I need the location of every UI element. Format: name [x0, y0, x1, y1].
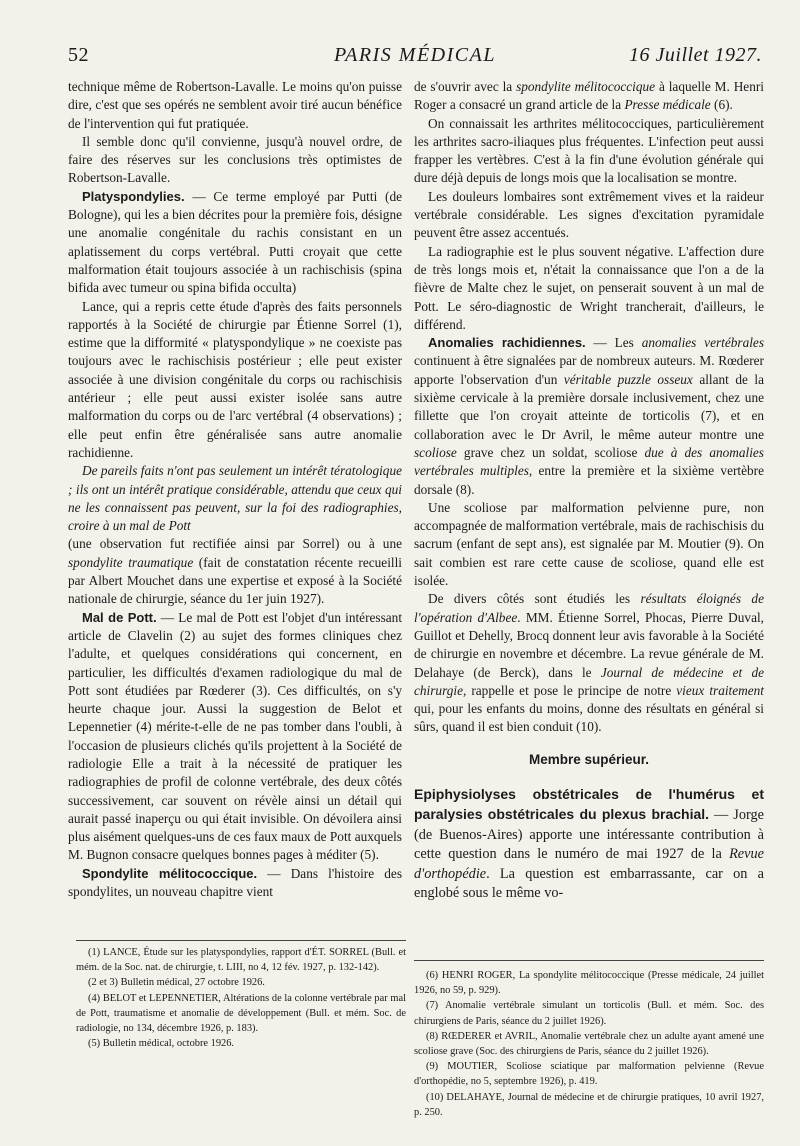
text-run: grave chez un soldat, scoliose: [456, 444, 645, 460]
italic-run: spondylite mélitococcique: [516, 79, 656, 94]
footnote: (4) BELOT et LEPENNETIER, Altérations de la colonne vertébrale par mal de Pott, traumatisme et anomalie de développement (Bull. et mém. Soc. de radiologie, no 134, décembre 1926, p. 183).: [76, 992, 406, 1035]
paragraph: Une scoliose par malformation pelvienne pure, non accompagnée de malformation vertébrale, mais de rachischisis du sacrum (enfant de sept ans), est signalée par M. Moutier (9). On sait combien est rare cette cause de scoliose, quand elle est isolée.: [414, 499, 765, 589]
text-run: (fait de constatation récente recueilli par Albert Mouchet dans une expertise et exposé à la Société nationale de chirurgie, séance du 1er juin 1927).: [68, 554, 402, 607]
section-epiphysiolyses: [414, 785, 764, 903]
section-spondylite: [68, 865, 402, 902]
section-heading: Anomalies rachidiennes.: [428, 335, 586, 351]
footnotes-right: [414, 968, 764, 1120]
text-run: (une observation fut rectifiée ainsi par Sorrel) ou à une: [68, 536, 402, 552]
text-run: . La question est embarrassante, car on a englobé sous le même vo-: [414, 865, 764, 902]
paragraph: Il semble donc qu'il convienne, jusqu'à nouvel ordre, de faire des réserves sur les conclusions très optimistes de Robertson-Lavalle.: [68, 133, 402, 186]
footnote: (2 et 3) Bulletin médical, 27 octobre 1926.: [88, 977, 265, 989]
italic-run: vieux traitement: [676, 682, 764, 698]
text-run: qui, pour les enfants du moins, donne des résultats en général si sûrs, quand il est bien conduit (10).: [414, 701, 764, 735]
italic-run: Journal de médecine et de chirurgie: [414, 664, 764, 698]
footnote: (9) MOUTIER, Scoliose sciatique par malformation pelvienne (Revue d'orthopédie, no 5, septembre 1926), p. 419.: [414, 1061, 764, 1088]
footnote-divider: [76, 940, 406, 941]
footnotes-left: [76, 945, 406, 1051]
section-heading: Epiphysiolyses obstétricales de l'humérus et paralysies obstétricales du plexus brachial.: [414, 785, 764, 823]
section-anomalies: [414, 334, 764, 499]
italic-run: due à des anomalies vertébrales multiples: [414, 444, 764, 479]
paragraph-text: — Ce terme employé par Putti (de Bologne), qui les a bien décrites pour la première fois, désigne une anomalie congénitale du rachis consistant en un aplatissement du corps vertébral. Putti croyait que cette malformation était toujours associée à un rachischisis (spina bifida avec tumeur ou spina bifida occulta): [68, 188, 402, 296]
page-number: 52: [68, 44, 89, 66]
paragraph: [68, 535, 402, 608]
section-platyspondylies: [68, 188, 402, 298]
italic-run: Presse médicale: [624, 97, 711, 113]
section-heading: Platyspondylies.: [82, 188, 185, 204]
journal-title: PARIS MÉDICAL: [334, 44, 496, 66]
paragraph: On connaissait les arthrites mélitococciques, particulièrement les arthrites sacro-iliaques plus fréquentes. L'infection peut aussi frapper les vertèbres. C'est à la fin d'une évolution générale qui dure déjà depuis de longs mois que la localisation se montre.: [414, 115, 764, 186]
paragraph: La radiographie est le plus souvent négative. L'affection dure de très longs mois et, n'était la connaissance que l'on a de la fièvre de Malte chez le sujet, on penserait souvent à un mal de Pott. Le séro-diagnostic de Wright trancherait, d'ailleurs, le différend.: [414, 243, 764, 332]
text-run: De divers côtés sont étudiés les: [428, 591, 641, 607]
subsection-heading: Membre supérieur.: [528, 751, 650, 767]
footnote: (10) DELAHAYE, Journal de médecine et de chirurgie pratiques, 10 avril 1927, p. 250.: [414, 1091, 764, 1118]
section-heading: Mal de Pott.: [82, 609, 157, 625]
italic-paragraph: De pareils faits n'ont pas seulement un intérêt tératologique ; ils ont un intérêt pratique considérable, attendu que ceux qui ne les connaissent pas peuvent, sur la foi des radiographies, croire à un mal de Pott: [68, 463, 402, 534]
text-run: de s'ouvrir avec la: [414, 79, 517, 94]
text-run: , entre la première et la sixième vertèbre dorsale (8).: [414, 463, 764, 497]
footnote-divider: [414, 960, 764, 961]
paragraph-text: — Le mal de Pott est l'objet d'un intéressant article de Clavelin (2) au sujet des formes cliniques chez l'adulte, et quelques considérations qui concernent, en particulier, les difficultés d'examen radiologique du mal de Pott sont étudiées par Rœderer (3). Ces difficultés, on s'y heurte chaque jour. Aussi la suggestion de Belot et Lepennetier (4) mérite-t-elle de ne pas tomber dans l'oubli, à l'occasion de plusieurs clichés qu'ils projettent à la Société de radiologie Elle a trait à la nécessité de pratiquer les radiographies de profil de colonne vertébrale, des deux côtés successivement, car souvent on révèle ainsi un détail qui aurait passé inaperçu ou qui était invisible. On dévoilera ainsi plus aisément quelques-uns de ces faux maux de Pott auxquels M. Bugnon consacre quelques bonnes pages à méditer (5).: [68, 609, 403, 863]
paragraph: Les douleurs lombaires sont extrêmement vives et la raideur vertébrale considérable. Les signes d'excitation pyramidale peuvent être assez accentués.: [414, 188, 764, 241]
running-header: [68, 44, 762, 74]
footnote: (5) Bulletin médical, octobre 1926.: [88, 1038, 235, 1050]
paragraph-text: — Dans l'histoire des spondylites, un nouveau chapitre vient: [68, 865, 402, 900]
paragraph: technique même de Robertson-Lavalle. Le moins qu'on puisse dire, c'est que ses opérés ne semblent avoir tiré aucun bénéfice de l'intervention qui fut pratiquée.: [68, 79, 402, 131]
text-run: , rappelle et pose le principe de notre: [463, 682, 677, 698]
paragraph: Lance, qui a repris cette étude d'après des faits personnels rapportés à la Société de chirurgie par Étienne Sorrel (1), estime que la difformité « platyspondylique » ne coexiste pas toujours avec le rachischisis postérieur ; elle peut exister associée à une division congénitale du corps ou rachischisis antérieur ; elle peut aussi exister isolée sans autre malformation du corps ou de l'arc vertébral (4 observations) ; elle peut enfin être généralisée sans autre anomalie rachidienne.: [68, 298, 402, 460]
footnote: (8) RŒDERER et AVRIL, Anomalie vertébrale chez un adulte ayant amené une scoliose grave (Soc. des chirurgiens de Paris, séance du 2 juillet 1926).: [414, 1030, 764, 1058]
text-run: continuent à être signalées par de nombreux auteurs. M. Rœderer apporte l'observation d'un: [414, 353, 764, 387]
text-run: — Jorge (de Buenos-Aires) apporte une intéressante contribution à cette question dans le numéro de mai 1927 de la: [414, 807, 764, 863]
paragraph: [414, 590, 764, 736]
italic-run: scoliose: [414, 444, 457, 460]
italic-run: anomalies vertébrales: [641, 335, 764, 351]
italic-run: résultats éloignés de l'opération d'Albee: [414, 591, 764, 625]
italic-run: véritable puzzle osseux: [563, 371, 693, 387]
text-run: allant de la sixième cervicale à la première dorsale inclusivement, chez une fillette que l'on croyait atteinte de torticolis (7), et en collaboration avec le Dr Avril, le même auteur montre une: [414, 371, 765, 442]
footnote: (7) Anomalie vertébrale simulant un torticolis (Bull. et mém. Soc. des chirurgiens de Paris, séance du 2 juillet 1926).: [414, 1000, 764, 1027]
text-run: . MM. Étienne Sorrel, Phocas, Pierre Duval, Guillot et Dehelly, Brocq donnent leur avis favorable à la Société de chirurgie en novembre et décembre. La revue générale de M. Delahaye (de Berck), dans le: [414, 609, 764, 680]
right-column: [414, 78, 764, 903]
italic-run: spondylite traumatique: [68, 554, 194, 570]
section-mal-de-pott: [68, 609, 402, 865]
italic-run: Revue d'orthopédie: [414, 846, 764, 882]
footnote: (1) LANCE, Étude sur les platyspondylies, rapport d'ÉT. SORREL (Bull. et mém. de la Soc. nat. de chirurgie, t. LIII, no 4, 12 fév. 1927, p. 132-142).: [76, 947, 406, 974]
issue-date: 16 Juillet 1927.: [629, 44, 762, 66]
text-run: (6).: [710, 97, 733, 113]
text-run: — Les: [585, 335, 642, 351]
footnote: (6) HENRI ROGER, La spondylite mélitococcique (Presse médicale, 24 juillet 1926, no 59, p. 929).: [414, 970, 764, 997]
left-column: [68, 78, 402, 901]
section-heading: Spondylite mélitococcique.: [82, 865, 258, 881]
text-run: à laquelle M. Henri Roger a consacré un grand article de la: [414, 79, 764, 113]
paragraph: [414, 78, 764, 115]
